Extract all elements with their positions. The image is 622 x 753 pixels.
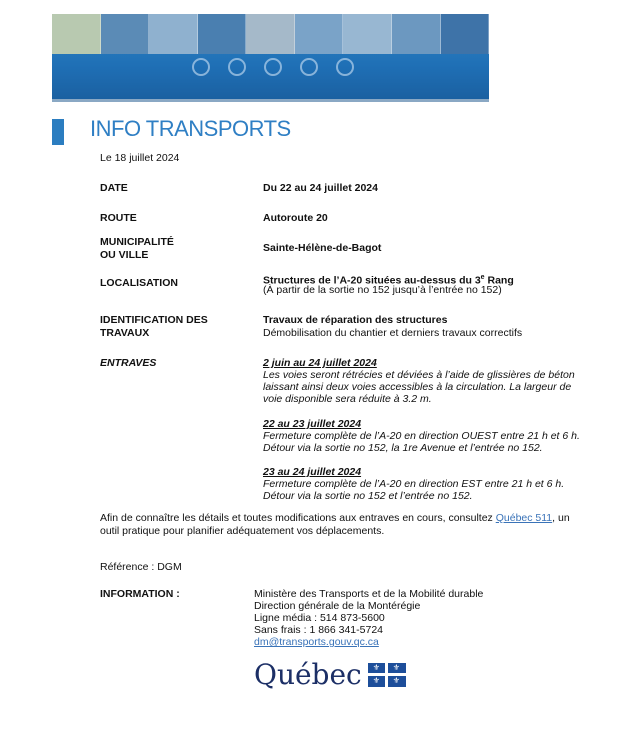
- document-icon: [264, 58, 282, 76]
- quebec-flag-icon: ⚜ ⚜ ⚜ ⚜: [368, 663, 406, 687]
- localisation-detail: (À partir de la sortie no 152 jusqu’à l’entrée no 152): [263, 284, 502, 296]
- gear-icon: [336, 58, 354, 76]
- information-line: Direction générale de la Montérégie: [254, 600, 421, 612]
- globe-icon: [228, 58, 246, 76]
- email-link[interactable]: dm@transports.gouv.qc.ca: [254, 636, 379, 648]
- banner-icons: [192, 58, 354, 76]
- municipalite-value: Sainte-Hélène-de-Bagot: [263, 242, 382, 254]
- title-accent-bar: [52, 119, 64, 145]
- notice-text: Afin de connaître les détails et toutes modifications aux entraves en cours, consultez Québec 511, un: [100, 512, 570, 524]
- entrave-line: Détour via la sortie no 152 et l’entrée no 152.: [263, 490, 473, 502]
- entrave-line: voie disponible sera réduite à 3.2 m.: [263, 393, 432, 405]
- identification-detail: Démobilisation du chantier et derniers travaux correctifs: [263, 327, 523, 339]
- building-icon: [300, 58, 318, 76]
- quebec-511-link[interactable]: Québec 511: [495, 512, 553, 524]
- entraves-label: ENTRAVES: [100, 357, 157, 369]
- identification-value: Travaux de réparation des structures: [263, 314, 448, 326]
- banner-photo: [198, 14, 247, 54]
- entrave-period: 23 au 24 juillet 2024: [263, 466, 362, 478]
- entrave-period: 2 juin au 24 juillet 2024: [263, 357, 377, 369]
- banner-photo: [101, 14, 150, 54]
- date-line: Le 18 juillet 2024: [100, 152, 180, 164]
- date-value: Du 22 au 24 juillet 2024: [263, 182, 378, 194]
- entrave-line: Fermeture complète de l’A-20 en direction OUEST entre 21 h et 6 h.: [263, 430, 580, 442]
- banner-photo: [343, 14, 392, 54]
- quebec-wordmark: Québec: [254, 658, 362, 691]
- entrave-line: laissant ainsi deux voies accessibles à la circulation. La largeur de: [263, 381, 572, 393]
- banner-photo-strip: [52, 14, 489, 54]
- information-label: INFORMATION :: [100, 588, 180, 600]
- entrave-line: Fermeture complète de l’A-20 en direction EST entre 21 h et 6 h.: [263, 478, 565, 490]
- banner-photo: [392, 14, 441, 54]
- localisation-value: Structures de l’A-20 situées au-dessus du 3e Rang: [263, 274, 514, 287]
- date-label: DATE: [100, 182, 128, 194]
- entrave-period: 22 au 23 juillet 2024: [263, 418, 362, 430]
- quebec-logo: [254, 658, 406, 691]
- phone-icon: [192, 58, 210, 76]
- banner-shadow: [52, 99, 489, 102]
- municipalite-label-2: OU VILLE: [100, 249, 149, 261]
- route-value: Autoroute 20: [263, 212, 328, 224]
- banner-photo: [246, 14, 295, 54]
- entrave-line: Les voies seront rétrécies et déviées à l’aide de glissières de béton: [263, 369, 575, 381]
- banner-photo: [295, 14, 344, 54]
- banner-photo: [52, 14, 101, 54]
- page-title: INFO TRANSPORTS: [90, 116, 291, 141]
- reference: Référence : DGM: [100, 561, 182, 573]
- information-line: Ministère des Transports et de la Mobilité durable: [254, 588, 484, 600]
- municipalite-label: MUNICIPALITÉ: [100, 236, 174, 248]
- banner-photo: [441, 14, 490, 54]
- identification-label-2: TRAVAUX: [100, 327, 150, 339]
- route-label: ROUTE: [100, 212, 137, 224]
- localisation-label: LOCALISATION: [100, 277, 178, 289]
- identification-label: IDENTIFICATION DES: [100, 314, 208, 326]
- notice-text-2: outil pratique pour planifier adéquatement vos déplacements.: [100, 525, 385, 537]
- header-banner: [52, 14, 489, 102]
- information-line: Ligne média : 514 873-5600: [254, 612, 385, 624]
- entrave-line: Détour via la sortie no 152, la 1re Avenue et l’entrée no 152.: [263, 442, 543, 454]
- banner-photo: [149, 14, 198, 54]
- information-line: Sans frais : 1 866 341-5724: [254, 624, 384, 636]
